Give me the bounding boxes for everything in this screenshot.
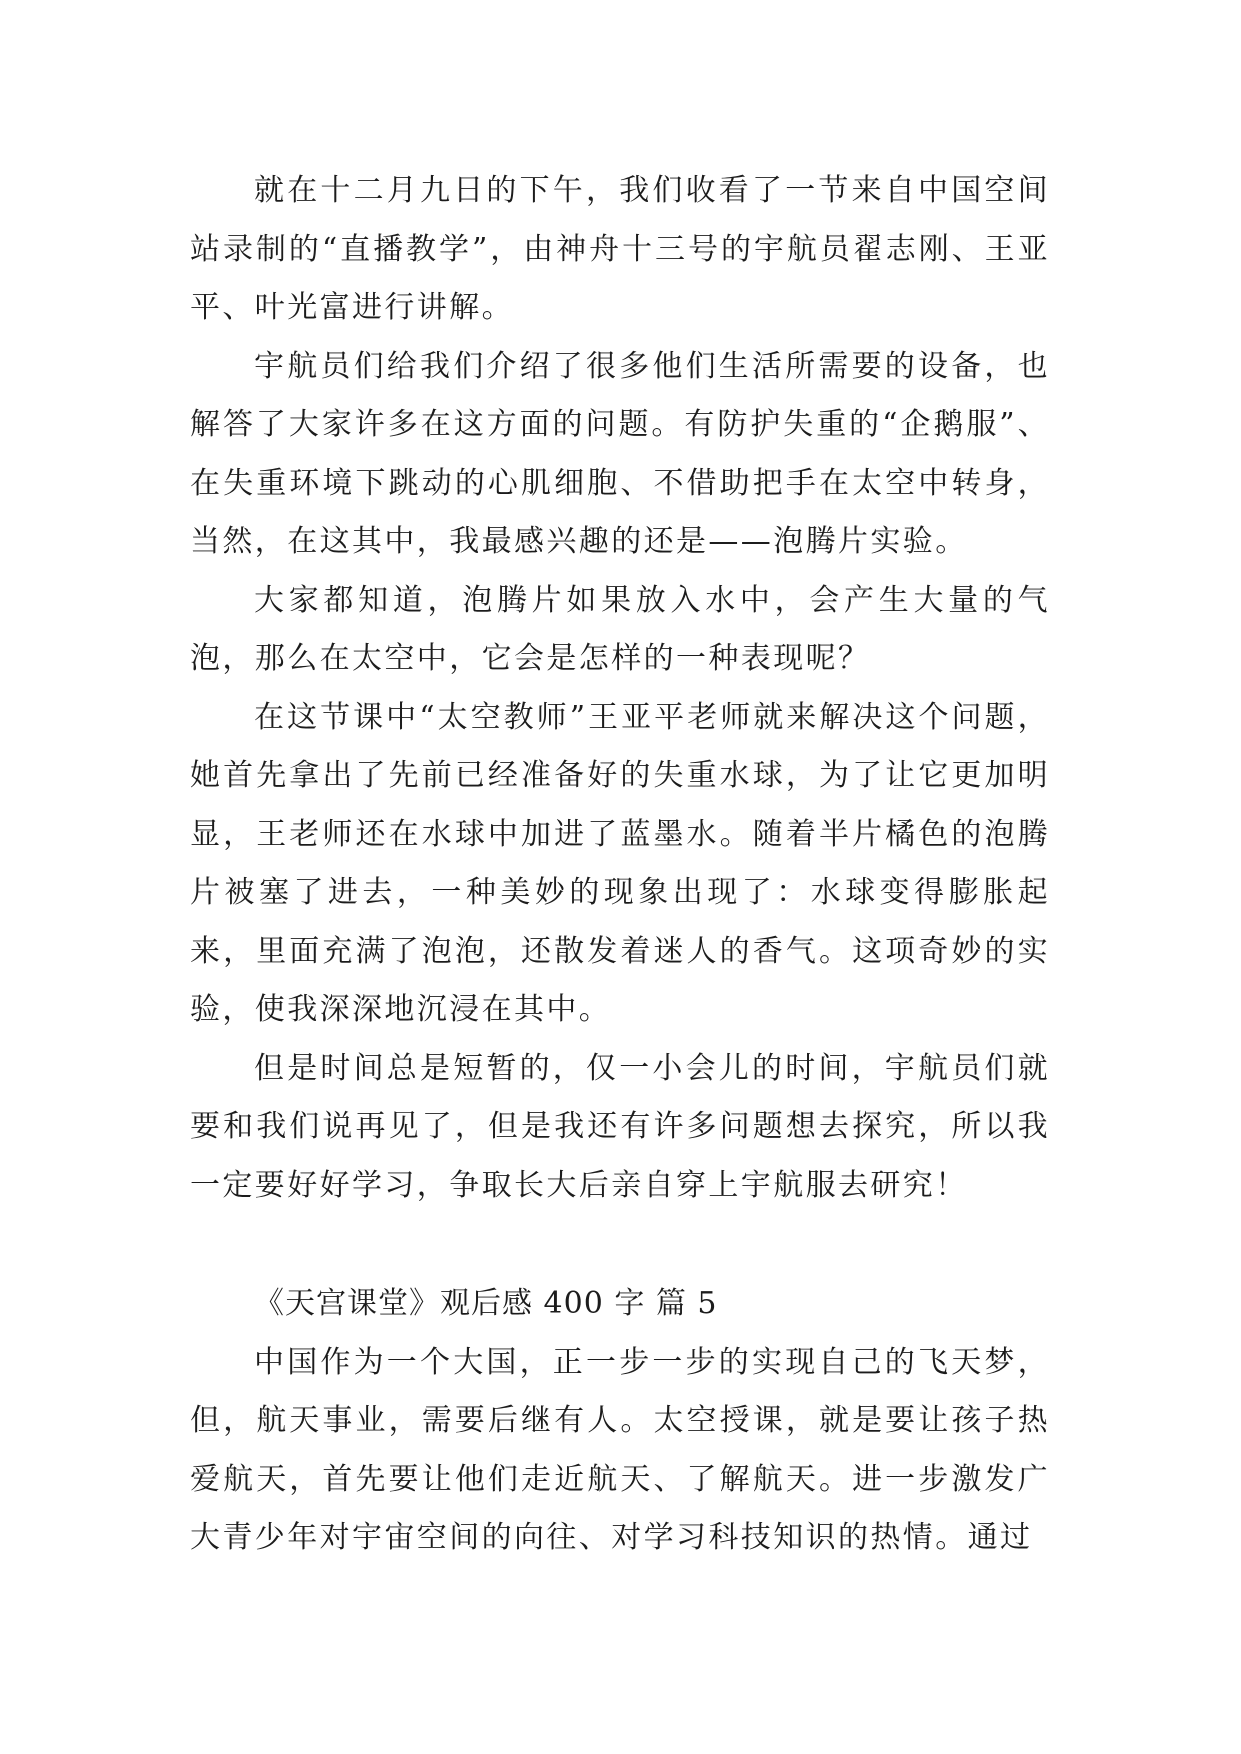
paragraph: 就在十二月九日的下午，我们收看了一节来自中国空间站录制的“直播教学”，由神舟十三号的宇航员翟志刚、王亚平、叶光富进行讲解。 [190, 173, 1050, 325]
section-heading: 《天宫课堂》观后感 400 字 篇 5 [254, 1286, 718, 1321]
document-page [190, 162, 1050, 1568]
paragraph: 中国作为一个大国，正一步一步的实现自己的飞天梦，但，航天事业，需要后继有人。太空授课，就是要让孩子热爱航天，首先要让他们走近航天、了解航天。进一步激发广大青少年对宇宙空间的向往、对学习科技知识的热情。通过 [190, 1344, 1050, 1555]
paragraph: 但是时间总是短暂的，仅一小会儿的时间，宇航员们就要和我们说再见了，但是我还有许多问题想去探究，所以我一定要好好学习，争取长大后亲自穿上宇航服去研究！ [190, 1050, 1050, 1203]
paragraph: 宇航员们给我们介绍了很多他们生活所需要的设备，也解答了大家许多在这方面的问题。有防护失重的“企鹅服”、在失重环境下跳动的心肌细胞、不借助把手在太空中转身，当然，在这其中，我最感兴趣的还是——泡腾片实验。 [190, 348, 1050, 559]
paragraph: 大家都知道，泡腾片如果放入水中，会产生大量的气泡，那么在太空中，它会是怎样的一种表现呢？ [190, 582, 1050, 676]
paragraph: 在这节课中“太空教师”王亚平老师就来解决这个问题，她首先拿出了先前已经准备好的失重水球，为了让它更加明显，王老师还在水球中加进了蓝墨水。随着半片橘色的泡腾片被塞了进去，一种美妙的现象出现了：水球变得膨胀起来，里面充满了泡泡，还散发着迷人的香气。这项奇妙的实验，使我深深地沉浸在其中。 [190, 699, 1050, 1027]
